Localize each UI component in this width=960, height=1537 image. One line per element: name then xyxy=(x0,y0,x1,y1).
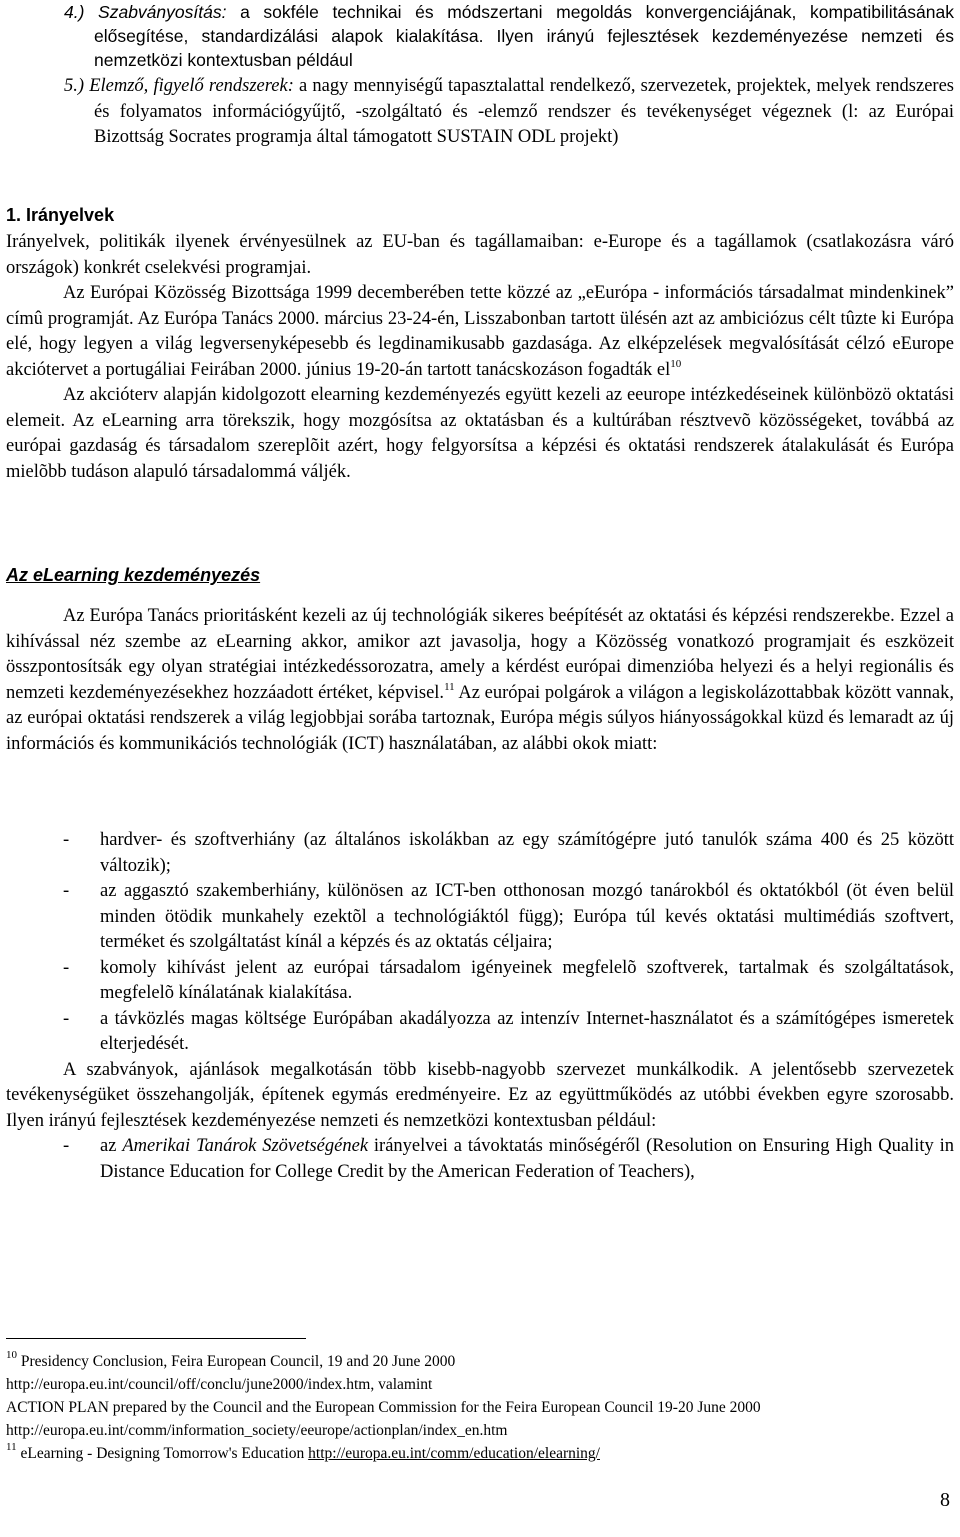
footnote-10-url: http://europa.eu.int/council/off/conclu/june2000/index.htm, valamint xyxy=(6,1376,433,1393)
footnote-separator xyxy=(6,1338,306,1339)
list-item-4 xyxy=(6,0,954,72)
list-item-4-title: Szabványosítás: xyxy=(98,2,227,22)
list-item: - az Amerikai Tanárok Szövetségének irányelvei a távoktatás minőségéről (Resolution on Ensuring High Quality in Distance Education for College Credit by the American Federation of Teachers), xyxy=(63,1136,955,1182)
organization-name: Amerikai Tanárok Szövetségének xyxy=(122,1136,369,1156)
paragraph xyxy=(6,604,954,757)
footnote-10-url-2: http://europa.eu.int/comm/information_society/eeurope/actionplan/index_en.htm xyxy=(6,1422,508,1439)
section-2-body xyxy=(6,604,954,757)
list-item: - a távközlés magas költsége Európában akadályozza az intenzív Internet-használatot és a számítógépes ismeretek elterjedését. xyxy=(63,1008,954,1054)
list-item-4-number: 4.) xyxy=(64,2,85,22)
list-item-4-text: a sokféle technikai és módszertani megoldás konvergenciájának, kompatibilitásának elősegítése, standardizálási alapok kialakítása. Ilyen irányú fejlesztések kezdeményezése nemzeti és nemzetközi kontextusban például xyxy=(94,2,954,70)
list-item-5 xyxy=(6,74,954,151)
footnote-ref-11[interactable]: 11 xyxy=(444,680,455,693)
footnotes xyxy=(6,1350,954,1465)
intro-list-5 xyxy=(6,74,954,151)
list-item: - komoly kihívást jelent az európai társadalom igényeinek megfelelõ szoftverek, tartalmak és szolgáltatások, megfelelõ kínálatának kialakítása. xyxy=(63,957,954,1003)
section-heading-iranyelvek: 1. Irányelvek xyxy=(6,205,115,225)
deficiency-list xyxy=(6,828,954,1185)
paragraph: Az akcióterv alapján kidolgozott elearning kezdeményezés együtt kezeli az eeurope intézkedéseinek különbözö oktatási elemeit. Az eLearning arra törekszik, hogy mozgósítsa az oktatásban és a kultúrában résztvevõ közösségeket, továbbá az európai gazdaság és társadalom szereplõit azért, hogy felgyorsítsa a képzési és oktatási rendszerek átalakulását és Európa mielõbb tudáson alapuló társadalommá váljék. xyxy=(6,385,954,482)
list-item: - hardver- és szoftverhiány (az általános iskolákban az egy számítógépre jutó tanulók száma 400 és 25 között változik); xyxy=(63,830,954,876)
section-1-body xyxy=(6,230,954,485)
section-heading-elearning: Az eLearning kezdeményezés xyxy=(6,565,261,585)
paragraph: A szabványok, ajánlások megalkotásán több kisebb-nagyobb szervezet munkálkodik. A jelentősebb szervezetek tevékenységüket összehangolják, építenek egymás eredményeire. Ez az együttműködés az utóbbi években egyre szorosabb. Ilyen irányú fejlesztések kezdeményezése nemzeti és nemzetközi kontextusban például: xyxy=(6,1059,954,1131)
footnote-10-action-plan: ACTION PLAN prepared by the Council and the European Commission for the Feira European Council 19-20 June 2000 xyxy=(6,1399,761,1416)
paragraph xyxy=(6,281,954,383)
footnote-10: $^{10}$ Presidency Conclusion, Feira European Council, 19 and 20 June 2000 xyxy=(6,1349,456,1370)
footnote-11-link[interactable]: http://europa.eu.int/comm/education/elearning/ xyxy=(308,1445,600,1462)
paragraph-text: Az Európa Tanács prioritásként kezeli az új technológiák sikeres beépítését az oktatási és képzési rendszerekbe. Ezzel a kihívással néz szembe az eLearning akkor, amikor azt javasolja, hogy a Közösség vonatkozó programjait és eszközeit összpontosítsák egy olyan stratégiai intézkedéssorozatra, amely a kérdést európai dimenzióba helyezi és a helyi regionális és nemzeti kezdeményezésekhez hozzáadott értéket, képvisel. xyxy=(6,606,954,703)
footnote-11: $^{11}$ eLearning - Designing Tomorrow's Education http://europa.eu.int/comm/education/elearning/ xyxy=(6,1441,600,1462)
page-number: 8 xyxy=(940,1489,950,1511)
paragraph: Irányelvek, politikák ilyenek érvényesülnek az EU-ban és tagállamaiban: e-Europe és a tagállamok (csatlakozásra váró országok) konkrét cselekvési programjai. xyxy=(6,232,954,278)
list-item: - az aggasztó szakemberhiány, különösen az ICT-ben otthonosan mozgó tanárokból és oktatókból (öt éven belül minden ötödik munkahely ezektõl a technológiáktól függ); Európa túl kevés oktatási multimédiás szoftvert, terméket és szolgáltatást kínál a képzés és az oktatás céljaira; xyxy=(63,881,954,952)
intro-list xyxy=(6,0,954,72)
footnote-ref-10[interactable]: 10 xyxy=(670,357,682,370)
paragraph-text: Az Európai Közösség Bizottsága 1999 decemberében tette közzé az „eEurópa - információs társadalmat mindenkinek” címû programját. Az Európa Tanács 2000. március 23-24-én, Lisszabonban tartott ülésén azt az ambiciózus célt tûzte ki Európa elé, hogy legyen a világ legversenyképesebb és legdinamikusabb gazdasága. Az elképzelések megvalósítását célzó eEurope akciótervet a portugáliai Feirában 2000. június 19-20-án tartott tanácskozáson fogadták el xyxy=(6,283,954,380)
paragraph-text: Az európai polgárok a világon a legiskolázottabbak között vannak, az európai oktatási rendszerek a világ legjobbjai sorába tartoznak, Európa mégis súlyos hiányosságokkal küzd és lemaradt az új információs és kommunikációs technológiák (ICT) használatában, az alábbi okok miatt: xyxy=(6,682,954,754)
list-item-5-text: a nagy mennyiségű tapasztalattal rendelkező, szervezetek, projektek, melyek rendszeres és folyamatos információgyűjtő, -szolgáltató és -elemző rendszer és tevékenységet végeznek (l: az Európai Bizottság Socrates programja által támogatott SUSTAIN ODL projekt) xyxy=(94,76,955,147)
list-item-5-number: 5.) xyxy=(64,76,85,96)
list-item-5-title: Elemző, figyelő rendszerek: xyxy=(89,76,294,96)
